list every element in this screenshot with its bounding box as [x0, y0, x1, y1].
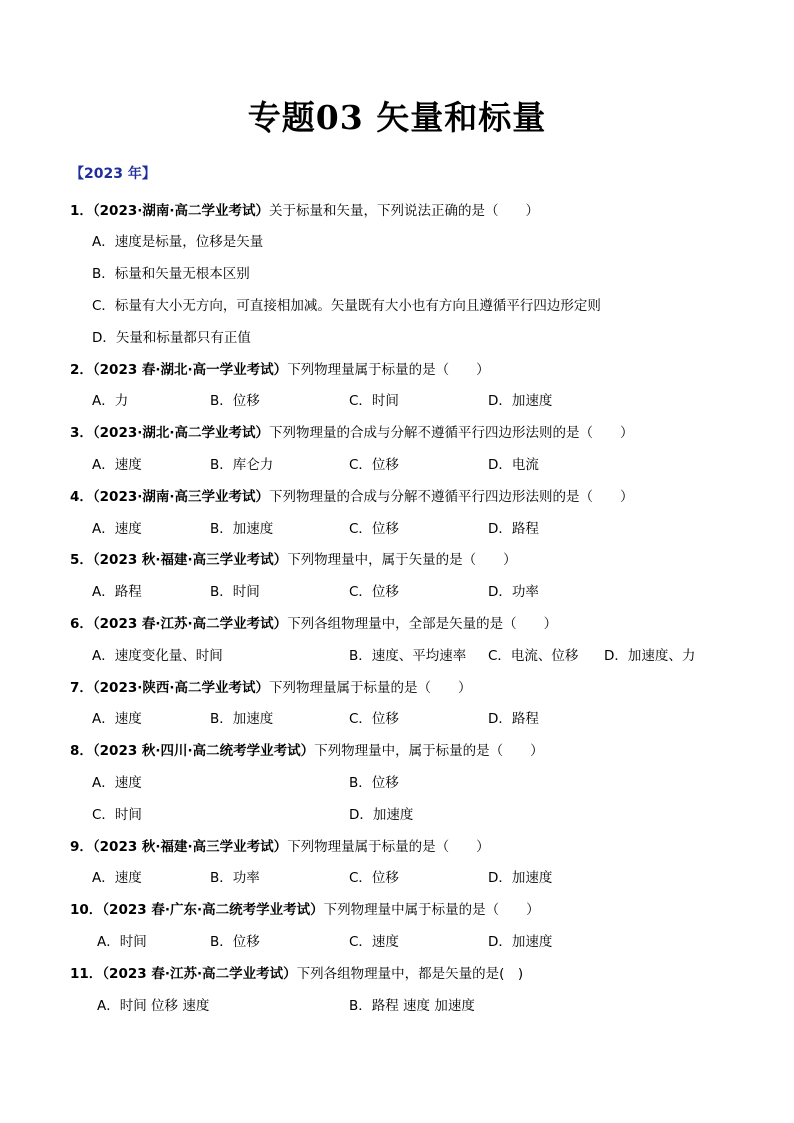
question-number: 8．: [70, 743, 93, 759]
question-number: 9．: [70, 839, 93, 855]
question-6: [70, 614, 557, 634]
option-a: A．速度: [92, 457, 142, 473]
question-text: 下列物理量中，属于标量的是（ ）: [314, 743, 544, 759]
option-b: B．速度、平均速率: [349, 648, 467, 664]
option-b: B．位移: [349, 775, 399, 791]
option-b: B．加速度: [210, 711, 274, 727]
question-source: （2023·湖南·高二学业考试）: [92, 203, 269, 219]
option-b: B．功率: [210, 870, 260, 886]
question-9: [70, 837, 490, 857]
question-text: 下列物理量属于标量的是（ ）: [269, 680, 472, 696]
option-b: B．时间: [210, 584, 260, 600]
option-a: A．路程: [92, 584, 142, 600]
option-d: D．加速度: [349, 807, 414, 823]
question-number: 2．: [70, 362, 93, 378]
option-d: D．路程: [488, 711, 539, 727]
question-text: 下列各组物理量中，全部是矢量的是（ ）: [287, 616, 558, 632]
question-text: 下列物理量中，属于矢量的是（ ）: [287, 552, 517, 568]
option-c: C．位移: [349, 457, 399, 473]
option-b: B．库仑力: [210, 457, 274, 473]
question-11: [70, 964, 523, 984]
option-d: D．电流: [488, 457, 539, 473]
question-number: 5．: [70, 552, 93, 568]
question-number: 6．: [70, 616, 93, 632]
question-text: 下列物理量中属于标量的是（ ）: [323, 902, 540, 918]
question-text: 下列物理量属于标量的是（ ）: [287, 362, 490, 378]
question-source: （2023 秋·四川·高二统考学业考试）: [92, 743, 315, 759]
option-c: C．电流、位移: [488, 648, 579, 664]
option-b: B．位移: [210, 393, 260, 409]
option-d: D．路程: [488, 521, 539, 537]
question-text: 下列各组物理量中，都是矢量的是( ): [296, 966, 524, 982]
option-a: A．时间: [97, 934, 147, 950]
option-a: A．速度: [92, 521, 142, 537]
question-number: 1．: [70, 203, 93, 219]
option-d: D．加速度: [488, 393, 553, 409]
option-c: C．位移: [349, 521, 399, 537]
option-c: C．速度: [349, 934, 399, 950]
question-2: [70, 360, 490, 380]
question-number: 11．: [70, 966, 103, 982]
question-text: 下列物理量的合成与分解不遵循平行四边形法则的是（ ）: [269, 425, 634, 441]
option-d: D．功率: [488, 584, 539, 600]
option-a: A．速度: [92, 711, 142, 727]
question-text: 下列物理量的合成与分解不遵循平行四边形法则的是（ ）: [269, 489, 634, 505]
question-source: （2023 春·湖北·高一学业考试）: [92, 362, 288, 378]
question-8: [70, 741, 544, 761]
question-source: （2023 秋·福建·高三学业考试）: [92, 552, 288, 568]
question-number: 10．: [70, 902, 103, 918]
option-c: C．标量有大小无方向，可直接相加减。矢量既有大小也有方向且遵循平行四边形定则: [92, 298, 601, 314]
question-source: （2023 春·广东·高二统考学业考试）: [102, 902, 324, 918]
question-source: （2023·陕西·高二学业考试）: [92, 680, 269, 696]
section-heading: 【2023 年】: [70, 166, 156, 182]
option-d: D．加速度: [488, 934, 553, 950]
question-number: 7．: [70, 680, 93, 696]
option-b: B．标量和矢量无根本区别: [92, 266, 250, 282]
option-a: A．时间 位移 速度: [97, 998, 210, 1014]
question-source: （2023 春·江苏·高二学业考试）: [102, 966, 297, 982]
page-title: 专题03 矢量和标量: [247, 98, 547, 137]
question-source: （2023 春·江苏·高二学业考试）: [92, 616, 288, 632]
option-d: D．加速度: [488, 870, 553, 886]
option-a: A．速度变化量、时间: [92, 648, 223, 664]
option-a: A．速度是标量，位移是矢量: [92, 234, 264, 250]
option-c: C．位移: [349, 870, 399, 886]
option-a: A．力: [92, 393, 129, 409]
question-number: 4．: [70, 489, 93, 505]
option-b: B．路程 速度 加速度: [349, 998, 475, 1014]
option-c: C．位移: [349, 711, 399, 727]
question-number: 3．: [70, 425, 93, 441]
option-c: C．时间: [349, 393, 399, 409]
question-source: （2023 秋·福建·高三学业考试）: [92, 839, 288, 855]
question-source: （2023·湖北·高二学业考试）: [92, 425, 269, 441]
question-10: [70, 900, 540, 920]
question-text: 关于标量和矢量，下列说法正确的是（ ）: [269, 203, 539, 219]
question-source: （2023·湖南·高三学业考试）: [92, 489, 269, 505]
option-d: D．矢量和标量都只有正值: [92, 330, 251, 346]
option-b: B．加速度: [210, 521, 274, 537]
question-5: [70, 550, 517, 570]
question-7: [70, 678, 472, 698]
option-a: A．速度: [92, 775, 142, 791]
question-text: 下列物理量属于标量的是（ ）: [287, 839, 490, 855]
option-b: B．位移: [210, 934, 260, 950]
option-c: C．位移: [349, 584, 399, 600]
option-c: C．时间: [92, 807, 142, 823]
option-d: D．加速度、力: [604, 648, 696, 664]
option-a: A．速度: [92, 870, 142, 886]
question-1: [70, 201, 539, 221]
question-3: [70, 423, 634, 443]
question-4: [70, 487, 634, 507]
